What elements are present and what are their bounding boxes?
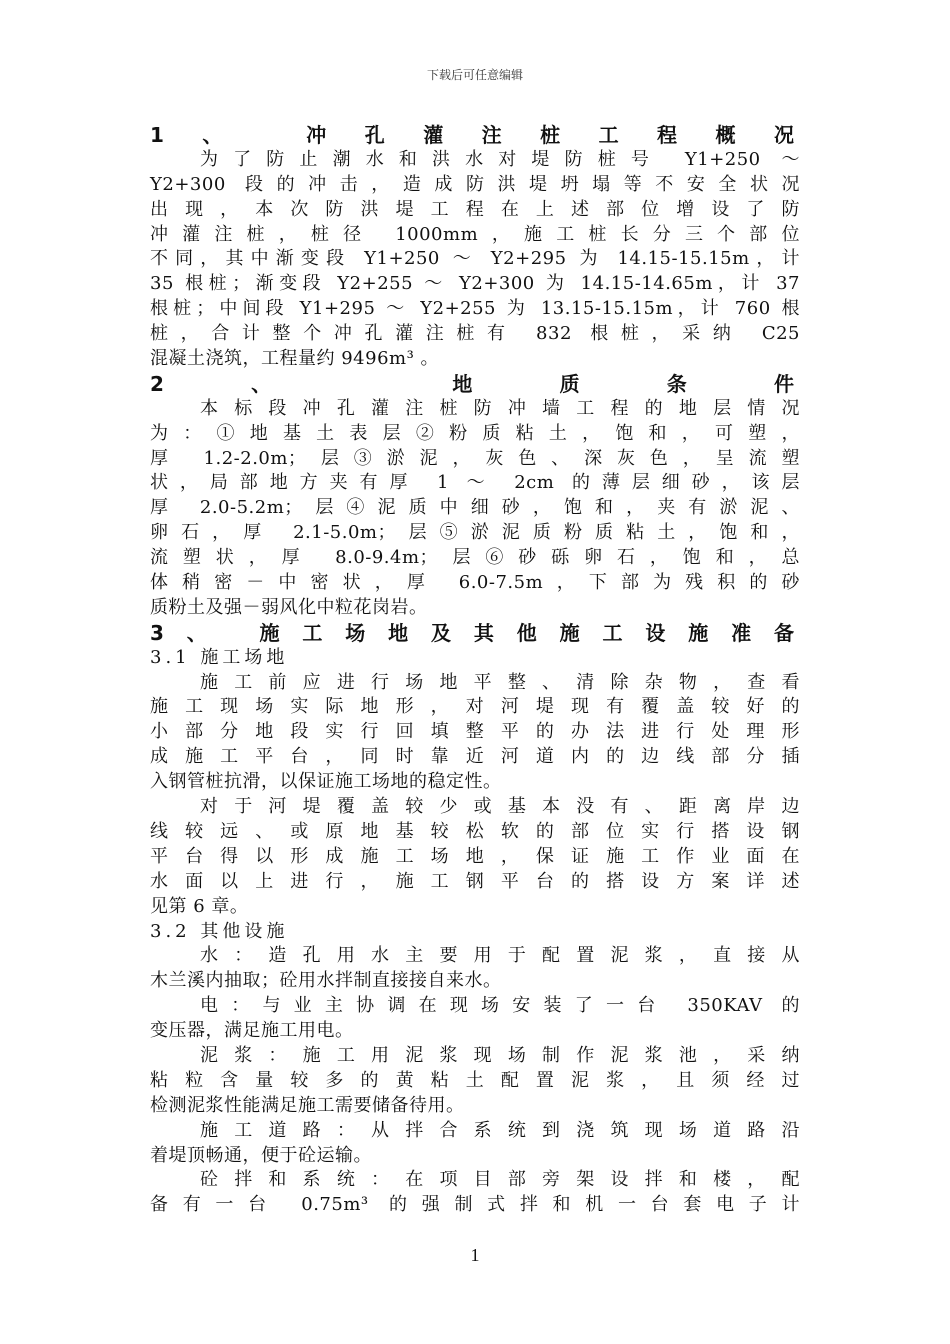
text-line: 变压器，满足施工用电。 — [150, 1020, 354, 1042]
text-line: 本标段冲孔灌注桩防冲墙工程的地层情况 — [200, 397, 800, 419]
page-number: 1 — [470, 1245, 480, 1265]
text-line: 桩，合计整个冲孔灌注桩有 832 根桩，采纳 C25 — [150, 323, 800, 345]
text-line: 为了防止潮水和洪水对堤防桩号 Y1+250 ～ — [200, 148, 800, 170]
document-body — [150, 123, 800, 1218]
text-line: 出现，本次防洪堤工程在上述部位增设了防 — [150, 198, 800, 220]
text-line: 水面以上进行，施工钢平台的搭设方案详述 — [150, 870, 800, 892]
text-line: Y2+300 段的冲击，造成防洪堤坍塌等不安全状况 — [150, 173, 800, 195]
section-heading: 1、 冲孔灌注桩工程概况 — [150, 123, 800, 147]
text-line: 35 根桩；渐变段 Y2+255 ～ Y2+300 为 14.15-14.65m，计 37 — [150, 273, 800, 295]
text-line: 着堤顶畅通，便于砼运输。 — [150, 1144, 372, 1166]
text-line: 卵石，厚 2.1-5.0m；层⑤淤泥质粉质粘土，饱和， — [150, 522, 800, 544]
section-heading: 3、 施工场地及其他施工设施准备 — [150, 620, 800, 645]
text-line: 入钢管桩抗滑，以保证施工场地的稳定性。 — [150, 771, 502, 793]
text-line: 对于河堤覆盖较少或基本没有、距离岸边 — [200, 796, 800, 818]
text-line: 根桩；中间段 Y1+295 ～ Y2+255 为 13.15-15.15m，计 760 根 — [150, 298, 800, 320]
text-line: 检测泥浆性能满足施工需要储备待用。 — [150, 1094, 465, 1116]
text-line: 成施工平台，同时靠近河道内的边线部分插 — [150, 746, 800, 768]
subsection-heading: 3.2 其他设施 — [150, 920, 289, 942]
text-line: 泥浆：施工用泥浆现场制作泥浆池，采纳 — [200, 1044, 800, 1066]
text-line: 备有一台 0.75m³ 的强制式拌和机一台套电子计 — [150, 1194, 800, 1216]
page-header: 下载后可任意编辑 — [426, 68, 523, 82]
text-line: 厚 1.2-2.0m；层③淤泥，灰色、深灰色，呈流塑 — [150, 447, 800, 469]
text-line: 施工道路：从拌合系统到浇筑现场道路沿 — [200, 1119, 800, 1141]
text-line: 砼拌和系统：在项目部旁架设拌和楼，配 — [200, 1169, 800, 1191]
text-line: 施工前应进行场地平整、清除杂物，查看 — [200, 671, 800, 693]
text-line: 小部分地段实行回填整平的办法进行处理形 — [150, 721, 800, 743]
text-line: 质粉土及强－弱风化中粒花岗岩。 — [150, 596, 428, 618]
text-line: 见第 6 章。 — [150, 895, 249, 917]
text-line: 冲灌注桩，桩径 1000mm，施工桩长分三个部位 — [150, 223, 800, 245]
text-line: 电：与业主协调在现场安装了一台 350KAV 的 — [200, 995, 800, 1017]
text-line: 厚 2.0-5.2m；层④泥质中细砂，饱和，夹有淤泥、 — [150, 497, 800, 519]
text-line: 混凝土浇筑，工程量约 9496m³ 。 — [150, 348, 440, 370]
text-line: 不同，其中渐变段 Y1+250 ～ Y2+295 为 14.15-15.15m，计 — [150, 248, 800, 270]
text-line: 体稍密－中密状，厚 6.0-7.5m，下部为残积的砂 — [150, 572, 800, 594]
text-line: 为：①地基土表层②粉质粘土，饱和，可塑， — [150, 422, 800, 444]
text-line: 流塑状，厚 8.0-9.4m；层⑥砂砾卵石，饱和，总 — [150, 547, 800, 569]
text-line: 状，局部地方夹有厚 1 ～ 2cm 的薄层细砂，该层 — [150, 472, 800, 494]
text-line: 水：造孔用水主要用于配置泥浆，直接从 — [200, 945, 800, 967]
subsection-heading: 3.1 施工场地 — [150, 646, 289, 668]
section-heading: 2、 地质条件 — [150, 371, 800, 396]
text-line: 线较远、或原地基较松软的部位实行搭设钢 — [150, 820, 800, 842]
text-line: 木兰溪内抽取；砼用水拌制直接接自来水。 — [150, 970, 502, 992]
text-line: 平台得以形成施工场地，保证施工作业面在 — [150, 845, 800, 867]
text-line: 粘粒含量较多的黄粘土配置泥浆，且须经过 — [150, 1069, 800, 1091]
text-line: 施工现场实际地形，对河堤现有覆盖较好的 — [150, 696, 800, 718]
